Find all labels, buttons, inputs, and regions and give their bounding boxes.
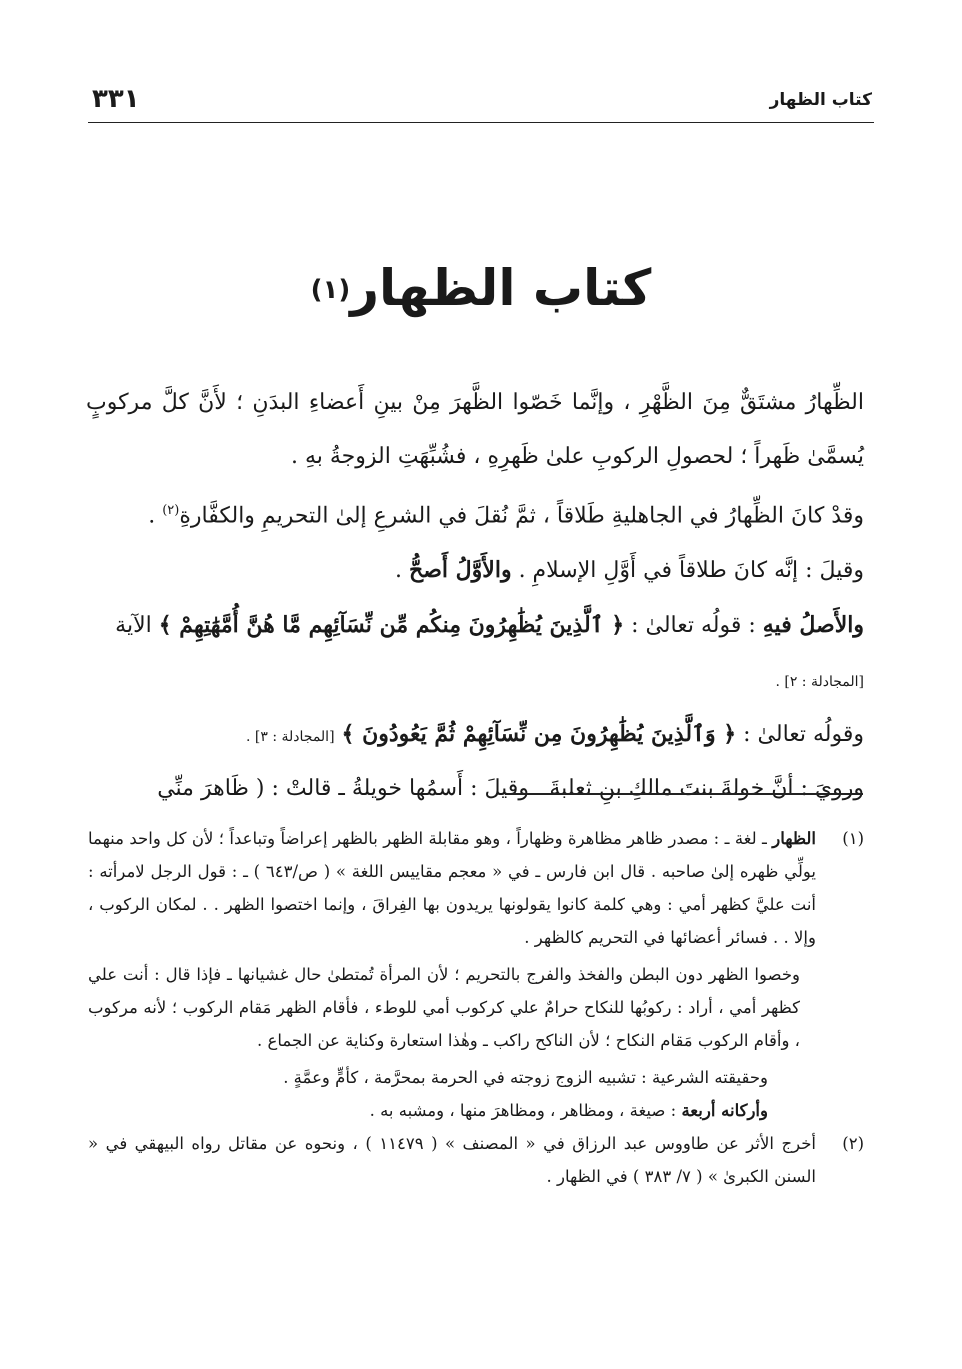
chapter-title: [0, 248, 962, 328]
footnote-1-lead: الظهار: [772, 829, 816, 848]
footnote-1-para-2: وخصوا الظهر دون البطن والفخذ والفرج بالتحريم ؛ لأن المرأة تُمتطىٰ حال غشيانها ـ فإذا قال : أنت علي كظهر أمي ، أراد : ركوبُها للنكاح حرامٌ علي كركوب أمي للوطء ، فأقام الظهر مَقام الركوب ؛ لأنه مركوب ، وأقام الركوب مَقام النكاح ؛ لأن الناكح راكب ـ وهٰذا استعارة وكناية عن الجماع .: [88, 965, 800, 1050]
quran-verse-2: ﴿ وَٱلَّذِينَ يُظَٰهِرُونَ مِن نِّسَآئِهِمْ ثُمَّ يَعُودُونَ ﴾: [341, 721, 737, 748]
main-text: [86, 376, 864, 816]
paragraph-4: [86, 598, 864, 707]
chapter-title-text: كتاب الظهار: [350, 259, 652, 317]
footnote-1: [88, 822, 864, 1127]
paragraph-3-bold: والأَوَّلُ أَصحُّ: [409, 557, 512, 584]
page-number: ٣٣١: [92, 84, 140, 114]
paragraph-5: [86, 707, 864, 762]
footnotes: [88, 822, 864, 1193]
paragraph-2: [86, 484, 864, 543]
paragraph-3: [86, 543, 864, 598]
paragraph-2-text: وقدْ كانَ الظِّهارُ في الجاهليةِ طَلاقاً ، ثمَّ نُقلَ في الشرعِ إلىٰ التحريمِ والكفَّارةِ: [179, 503, 864, 529]
running-title: كتاب الظهار: [769, 90, 872, 110]
quran-verse-1: ﴿ ٱلَّذِينَ يُظَٰهِرُونَ مِنكُم مِّن نِّسَآئِهِم مَّا هُنَّ أُمَّهَٰتِهِمْ ﴾: [158, 612, 625, 639]
footnote-divider: [505, 793, 863, 795]
footnote-1-para-1: [88, 822, 816, 954]
footnote-1-para-1-text: ـ لغة ـ : مصدر ظاهر مظاهرة وظهاراً ، وهو مقابلة الظهر بالظهر إعراضاً وتباعداً ؛ لأن كل واحد منهما يولِّي ظهره إلىٰ صاحبه . قال ابن فارس ـ في « معجم مقاييس اللغة » ( ص/٦٤٣ ) ـ : قول الرجل لامرأته : أنت عليَّ كظهر أمي : وهي كلمة كانوا يقولونها يريدون بها الفِراقَ ، وإنما اختصوا الظهر . . لمكان الركوب ، وإلا . . فسائر أعضائها في التحريم كالظهر .: [88, 829, 816, 947]
footnote-2: [88, 1127, 864, 1193]
paragraph-6: ورويَ : أنَّ خولةَ بنتَ مالكِ بنِ ثعلبةَ ـ وقيلَ : أَسمُها خويلةُ ـ قالتْ : ( ظَاهرَ منِّي: [157, 776, 864, 802]
verse-reference-1: [المجادلة : ٢] .: [775, 674, 864, 691]
paragraph-3-end: .: [395, 558, 410, 584]
paragraph-2-end: .: [148, 503, 163, 529]
footnote-1-number: (١): [842, 829, 864, 848]
paragraph-4-bold: والأَصلُ فيهِ: [762, 612, 864, 639]
paragraph-3-text: وقيلَ : إنَّه كانَ طلاقاً في أَوَّلِ الإسلامِ .: [511, 558, 864, 584]
paragraph-5-text: وقولُه تعالىٰ :: [736, 722, 864, 748]
footnote-1-para-4-bold: وأركانه أربعة: [681, 1101, 768, 1120]
title-footnote-ref: (١): [310, 275, 351, 305]
running-header: [88, 82, 874, 123]
footnote-2-number: (٢): [842, 1134, 864, 1153]
paragraph-4-mid: : قولُه تعالىٰ :: [624, 613, 763, 639]
footnote-2-text: أخرج الأثر عن طاووس عبد الرزاق في « المصنف » ( ١١٤٧٩ ) ، ونحوه عن مقاتل رواه البيهقي في « السنن الكبرىٰ » ( ٧/ ٣٨٣ ) في الظهار .: [88, 1134, 816, 1186]
footnote-1-para-4: [88, 1094, 816, 1127]
footnote-ref-2: (٢): [162, 503, 180, 518]
paragraph-1: الظِّهارُ مشتَقٌّ مِنَ الظَّهْرِ ، وإنَّما خَصّوا الظَّهرَ مِنْ بينِ أَعضاءِ البدَنِ ؛ لأَنَّ كلَّ مركوبٍ يُسمَّىٰ ظَهراً ؛ لحصولِ الركوبِ علىٰ ظَهرِهِ ، فشُبِّهَتِ الزوجةُ بهِ .: [86, 390, 864, 469]
footnote-1-para-3: وحقيقته الشرعية : تشبيه الزوج زوجته في الحرمة بمحرَّمة ، كأمٍّ وعمَّةٍ .: [283, 1068, 768, 1087]
footnote-1-para-4-text: : صيغة ، ومظاهر ، ومظاهرَ منها ، ومشبه به .: [369, 1101, 682, 1120]
paragraph-4-end: الآية: [115, 613, 159, 639]
verse-reference-2: [المجادلة : ٣] .: [245, 729, 335, 746]
